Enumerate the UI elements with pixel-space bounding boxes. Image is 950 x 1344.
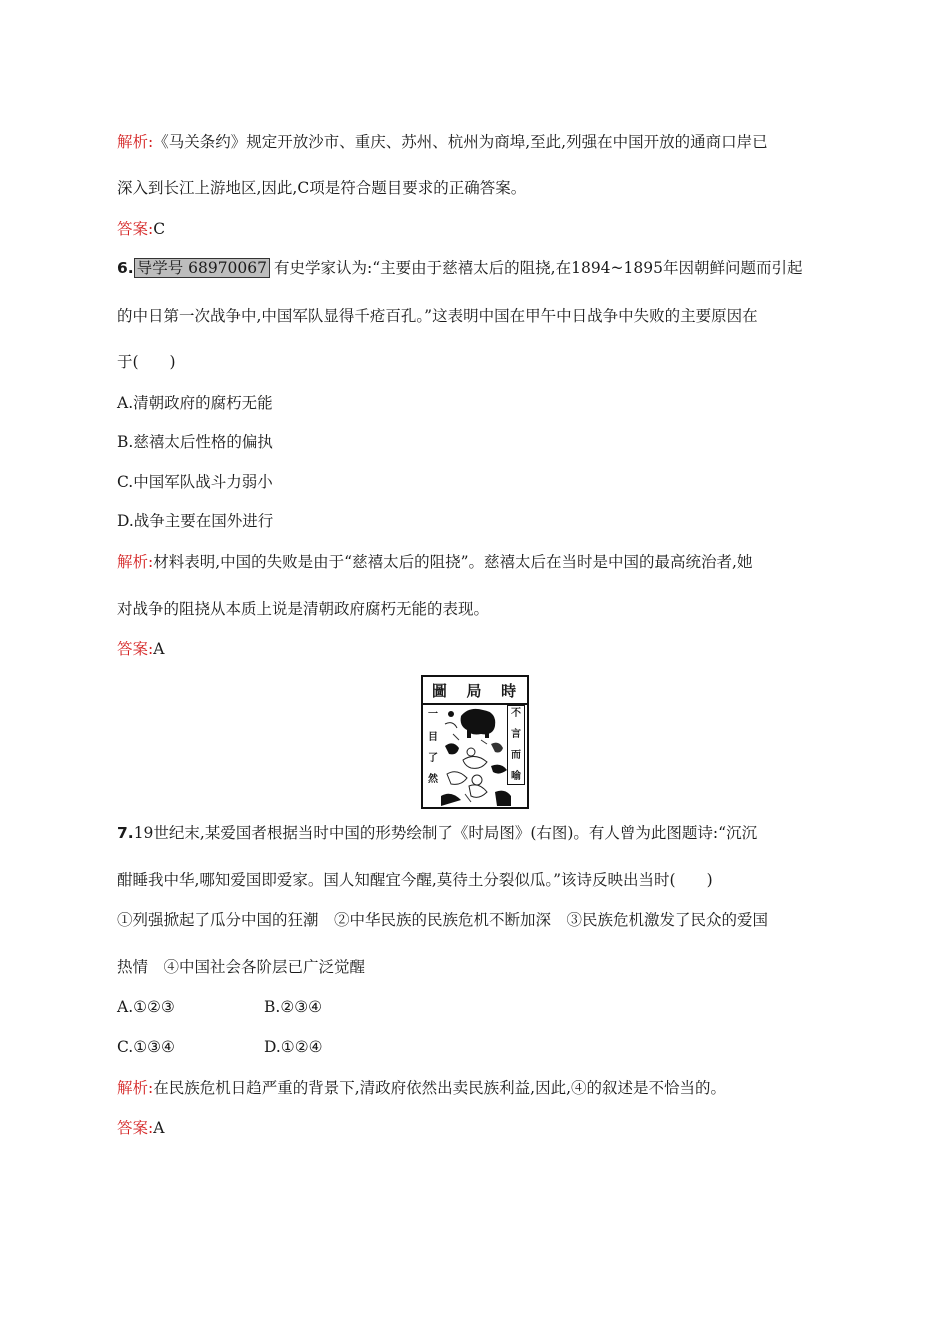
ground-mass	[495, 791, 511, 806]
q7-items-line-2: 热情 ④中国社会各阶层已广泛觉醒	[117, 958, 366, 976]
answer-label: 答案:	[117, 220, 154, 238]
caption-char: 言	[511, 729, 521, 740]
analysis-text: 材料表明,中国的失败是由于“慈禧太后的阻挠”。慈禧太后在当时是中国的最高统治者,她	[153, 553, 753, 571]
sketch-line	[463, 756, 487, 768]
caption-char: 了	[428, 753, 438, 764]
frog-figure	[491, 743, 503, 753]
answer-label: 答案:	[117, 1119, 154, 1137]
answer-value: A	[153, 1119, 165, 1137]
analysis-text: 《马关条约》规定开放沙市、重庆、苏州、杭州为商埠,至此,列强在中国开放的通商口岸已	[153, 133, 768, 151]
q7-option-b: B.②③④	[264, 998, 323, 1016]
q6-option-a: A.清朝政府的腐朽无能	[117, 394, 273, 412]
bear-figure	[461, 709, 496, 735]
q6-stem-line-3: 于( )	[117, 353, 176, 371]
stem-text: 有史学家认为:“主要由于慈禧太后的阻挠,在1894~1895年因朝鲜问题而引起	[274, 259, 803, 277]
q5-analysis-line-2: 深入到长江上游地区,因此,C项是符合题目要求的正确答案。	[117, 179, 527, 197]
eagle-figure	[491, 765, 507, 774]
caption-char: 目	[428, 732, 438, 743]
q6-answer	[117, 639, 837, 659]
caption-char: 然	[428, 774, 438, 785]
sketch-line	[445, 723, 457, 728]
cartoon-title-char: 局	[466, 681, 484, 700]
dog-figure	[445, 743, 459, 754]
bear-leg	[467, 730, 471, 738]
q7-option-a: A.①②③	[117, 998, 175, 1016]
q6-option-b: B.慈禧太后性格的偏执	[117, 433, 273, 451]
ground-mass	[441, 794, 461, 806]
q7-answer	[117, 1118, 837, 1138]
cartoon-title-char: 時	[501, 681, 519, 700]
bear-leg	[485, 730, 489, 738]
caption-char: 不	[511, 708, 521, 719]
q7-stem-line-2: 酣睡我中华,哪知爱国即爱家。国人知醒宜今醒,莫待土分裂似瓜。”该诗反映出当时( )	[117, 871, 713, 889]
q7-items-line-1: ①列强掀起了瓜分中国的狂潮 ②中华民族的民族危机不断加深 ③民族危机激发了民众的爱国	[117, 911, 769, 929]
q6-stem-line-2: 的中日第一次战争中,中国军队显得千疮百孔。”这表明中国在甲午中日战争中失败的主要原因在	[117, 307, 758, 325]
question-number: 6.	[117, 259, 134, 277]
answer-value: A	[153, 640, 165, 658]
stem-text: 19世纪末,某爱国者根据当时中国的形势绘制了《时局图》(右图)。有人曾为此图题诗:“沉沉	[133, 824, 758, 842]
analysis-label: 解析:	[117, 133, 154, 151]
cartoon-left-caption	[425, 707, 441, 787]
shiju-tu-cartoon	[421, 675, 529, 809]
q5-answer	[117, 219, 837, 239]
q7-options-row-1	[117, 997, 837, 1017]
analysis-text: 在民族危机日趋严重的背景下,清政府依然出卖民族利益,因此,④的叙述是不恰当的。	[153, 1079, 727, 1097]
q5-analysis-line-1	[117, 132, 837, 152]
q7-analysis-line-1	[117, 1078, 837, 1098]
q7-options-row-2	[117, 1037, 837, 1057]
answer-label: 答案:	[117, 640, 154, 658]
answer-value: C	[153, 220, 166, 238]
q7-stem-line-1	[117, 823, 837, 843]
caption-char: 喻	[511, 771, 521, 782]
q6-analysis-line-2: 对战争的阻挠从本质上说是清朝政府腐朽无能的表现。	[117, 600, 490, 618]
q6-option-c: C.中国军队战斗力弱小	[117, 473, 273, 491]
cartoon-title-char: 圖	[431, 681, 449, 700]
figure-head	[467, 748, 475, 756]
q7-option-d: D.①②④	[264, 1038, 323, 1056]
small-figure	[448, 711, 454, 717]
caption-char: 一	[428, 709, 438, 720]
cartoon-title	[423, 677, 527, 705]
q7-option-c: C.①③④	[117, 1038, 175, 1056]
sketch-line	[447, 772, 467, 785]
caption-char: 而	[511, 750, 521, 761]
sketch-line	[469, 785, 487, 797]
analysis-label: 解析:	[117, 1079, 154, 1097]
cartoon-illustration	[441, 704, 511, 806]
figure-head	[472, 775, 482, 785]
q6-stem-line-1	[117, 258, 837, 278]
q6-analysis-line-1	[117, 552, 837, 572]
question-number: 7.	[117, 824, 134, 842]
analysis-label: 解析:	[117, 553, 154, 571]
guide-number-tag[interactable]: 导学号 68970067	[134, 258, 270, 278]
q6-option-d: D.战争主要在国外进行	[117, 512, 274, 530]
